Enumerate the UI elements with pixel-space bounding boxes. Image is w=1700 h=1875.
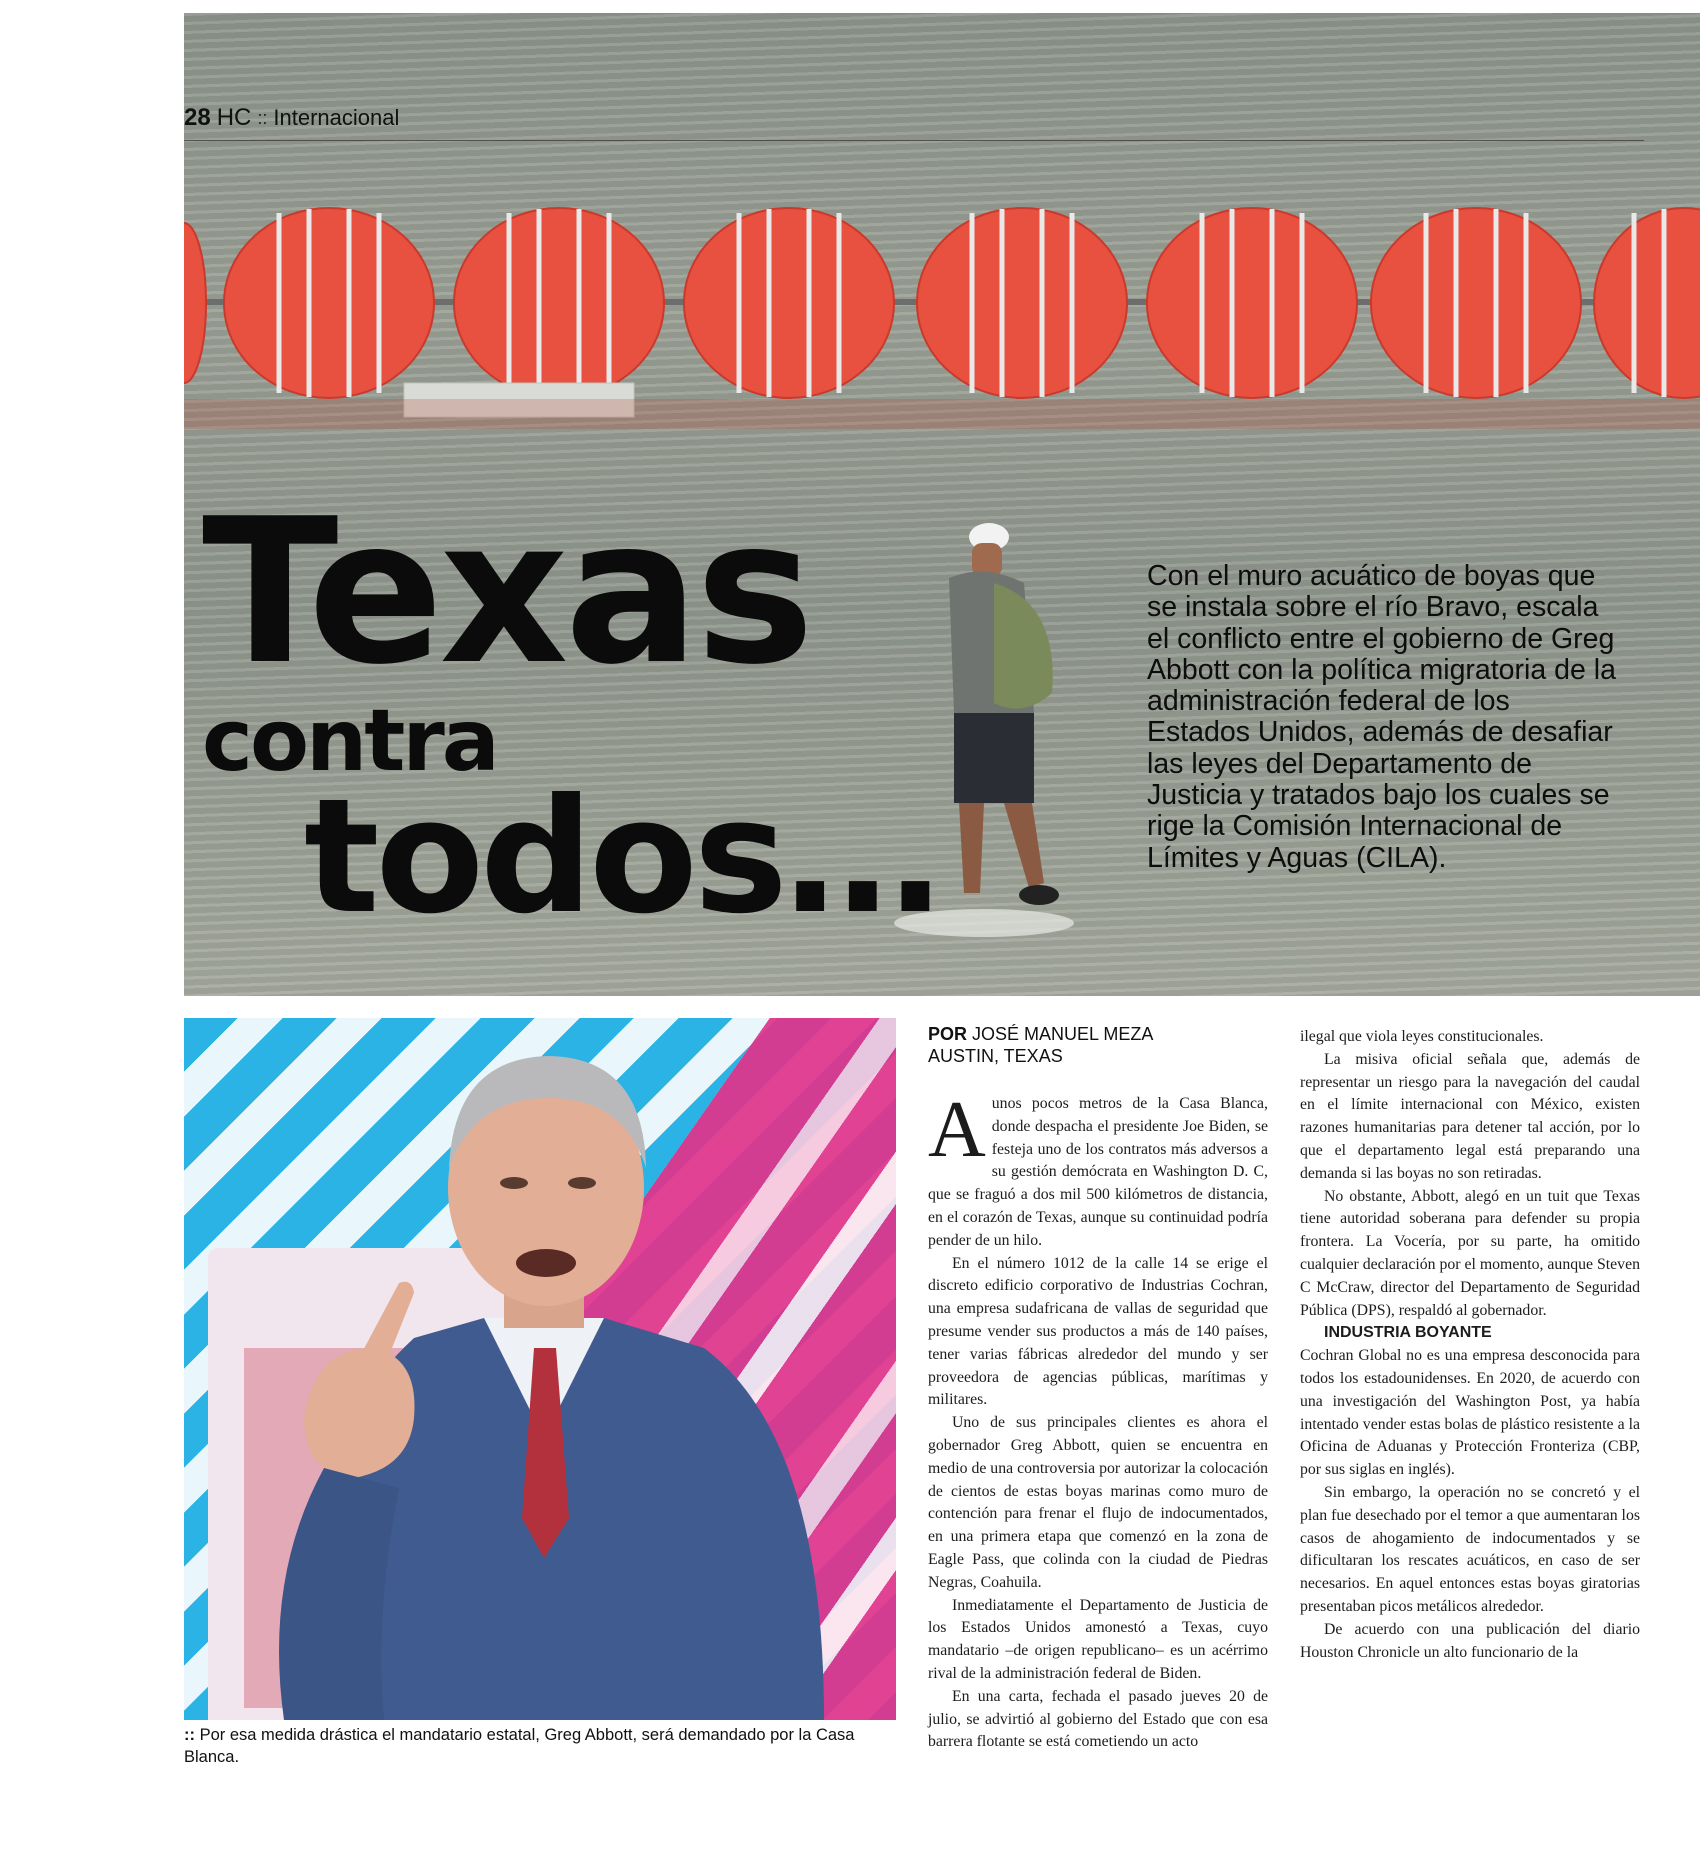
- article-paragraph: Aunos pocos metros de la Casa Blanca, donde despacha el presidente Joe Biden, se festeja uno de los contratos más adversos a su gestión demócrata en Washington D. C, que se fraguó a dos mil 500 kilómetros de distancia, en el corazón de Texas, aunque su continuidad podría pender de un hilo.: [928, 1086, 1268, 1249]
- article-paragraph: De acuerdo con una publicación del diario Houston Chronicle un alto funcionario de la: [1300, 1620, 1640, 1661]
- article-paragraph: En una carta, fechada el pasado jueves 20 de julio, se advirtió al gobierno del Estado que con esa barrera flotante se está cometiendo un acto: [928, 1687, 1268, 1751]
- byline-prefix: POR: [928, 1024, 968, 1044]
- buoy-barrier-illustration: [184, 203, 1700, 433]
- byline-author: JOSÉ MANUEL MEZA: [972, 1024, 1154, 1044]
- article-paragraph: Cochran Global no es una empresa desconocida para todos los estadounidenses. En 2020, de acuerdo con una investigación del Washington Post, ya había intentado vender estas bolas de plástico resistente a la Oficina de Aduanas y Protección Fronteriza (CBP, por sus siglas en inglés).: [1300, 1347, 1640, 1479]
- caption-text: Por esa medida drástica el mandatario estatal, Greg Abbott, será demandado por la Casa Blanca.: [184, 1726, 855, 1766]
- article-paragraph: ilegal que viola leyes constitucionales.: [1300, 1028, 1544, 1045]
- page-folio: [184, 103, 399, 133]
- governor-illustration: [184, 1018, 896, 1720]
- page-number: 28: [184, 104, 211, 131]
- article-paragraph: No obstante, Abbott, alegó en un tuit que Texas tiene autoridad soberana para defender su propia frontera. La Vocería, por su parte, ha omitido cualquier declaración por el momento, aunque Steven C McCraw, director del Departamento de Seguridad Pública (DPS), respaldó al gobernador.: [1300, 1187, 1640, 1319]
- byline: [928, 1023, 1153, 1067]
- caption-marker: ::: [184, 1726, 195, 1744]
- headline-line-2: contra: [202, 691, 497, 791]
- folio-divider: [184, 140, 1644, 141]
- article-column-2: [1300, 1026, 1640, 1664]
- article-paragraph: En el número 1012 de la calle 14 se erige el discreto edificio corporativo de Industrias Cochran, una empresa sudafricana de vallas de seguridad que presume vender sus productos a más de 140 países, tener varias fábricas alrededor del mundo y ser proveedora de agencias públicas, marítimas y militares.: [928, 1254, 1268, 1409]
- headline-line-1: Texas: [202, 476, 811, 709]
- brand-logo: HC: [216, 104, 252, 131]
- headline-line-3: todos…: [304, 765, 938, 949]
- portrait-photo: [184, 1018, 896, 1720]
- article-paragraph: Uno de sus principales clientes es ahora el gobernador Greg Abbott, quien se encuentra en medio de una controversia por autorizar la colocación de cientos de estas boyas marinas como muro de contención para frenar el flujo de indocumentados, en una primera etapa que comenzó en la zona de Eagle Pass, que colinda con la ciudad de Piedras Negras, Coahuila.: [928, 1414, 1268, 1591]
- photo-caption: [184, 1724, 864, 1768]
- article-column-1: [928, 1086, 1268, 1754]
- article-deck: Con el muro acuático de boyas que se instala sobre el río Bravo, escala el conflicto entre el gobierno de Greg Abbott con la política migratoria de la administración federal de los Estados Unidos, además de desafiar las leyes del Departamento de Justicia y tratados bajo los cuales se rige la Comisión Internacional de Límites y Aguas (CILA).: [1147, 560, 1616, 874]
- folio-separator: ::: [257, 107, 268, 128]
- article-subhead: INDUSTRIA BOYANTE: [1324, 1324, 1492, 1342]
- drop-cap: A: [928, 1086, 986, 1174]
- article-paragraph: La misiva oficial señala que, además de representar un riesgo para la navegación del caudal en el límite internacional con México, existen razones humanitarias para detener tal acción, por lo que el departamento legal está preparando una demanda si las boyas no son retiradas.: [1300, 1050, 1640, 1182]
- article-paragraph: Inmediatamente el Departamento de Justicia de los Estados Unidos amonestó a Texas, cuyo mandatario –de origen republicano– es un acérrimo rival de la administración federal de Biden.: [928, 1596, 1268, 1682]
- article-paragraph: Sin embargo, la operación no se concretó y el plan fue desechado por el temor a que aumentaran los casos de ahogamiento de indocumentados y se dificultaran los rescates acuáticos, en caso de ser necesarios. En aquel entonces estas boyas giratorias presentaban picos metálicos alrededor.: [1300, 1483, 1640, 1615]
- byline-location: AUSTIN, TEXAS: [928, 1046, 1063, 1066]
- section-name: Internacional: [273, 105, 400, 130]
- hero-photo: [184, 13, 1700, 996]
